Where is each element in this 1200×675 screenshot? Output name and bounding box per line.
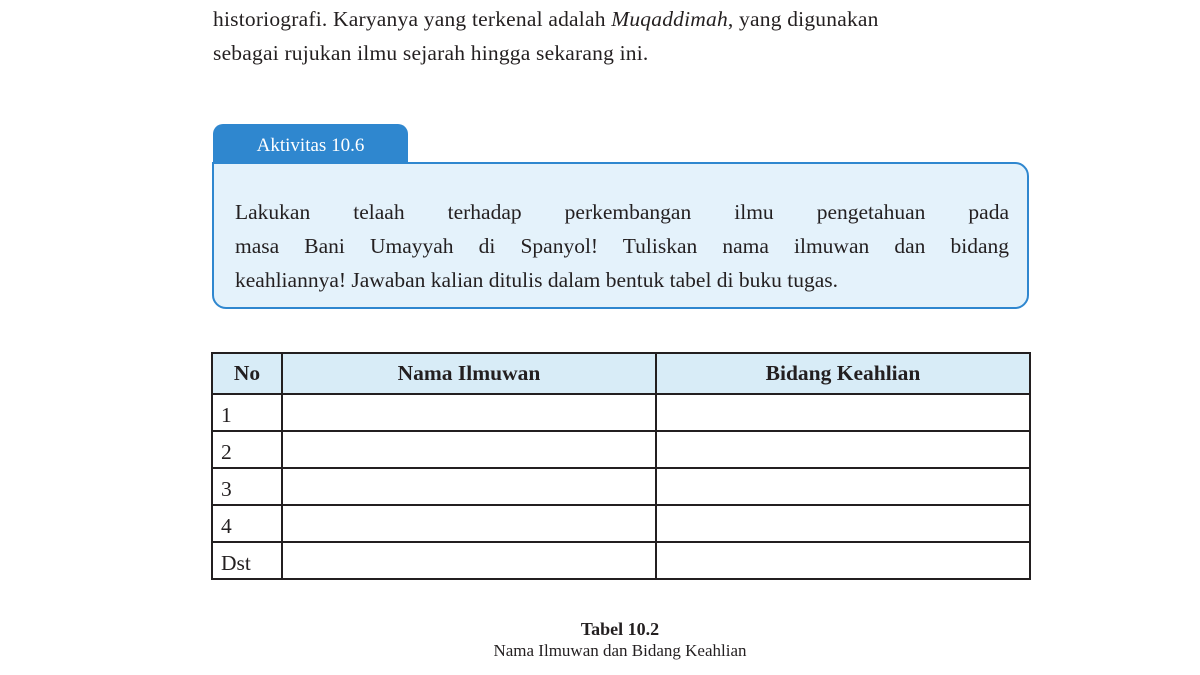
table-row [212, 468, 1030, 505]
scientist-name-cell [282, 431, 656, 468]
scientist-table-wrapper [211, 352, 1031, 580]
table-caption-title: Tabel 10.2 [580, 619, 660, 639]
table-row [212, 431, 1030, 468]
row-number: 4 [212, 505, 282, 542]
header-bidang-keahlian: Bidang Keahlian [656, 353, 1030, 394]
table-row [212, 505, 1030, 542]
table-row [212, 394, 1030, 431]
row-number: Dst [212, 542, 282, 579]
header-no: No [212, 353, 282, 394]
expertise-cell [656, 394, 1030, 431]
intro-book-title: Muqaddimah [611, 7, 728, 31]
scientist-name-cell [282, 542, 656, 579]
intro-paragraph [213, 2, 1043, 70]
expertise-cell [656, 542, 1030, 579]
intro-line-2: sebagai rujukan ilmu sejarah hingga sekarang ini. [213, 41, 649, 65]
activity-text-line-1: Lakukan telaah terhadap perkembangan ilmu pengetahuan pada [235, 200, 1009, 224]
table-caption-subtitle: Nama Ilmuwan dan Bidang Keahlian [493, 641, 747, 660]
scientist-name-cell [282, 468, 656, 505]
row-number: 3 [212, 468, 282, 505]
row-number: 1 [212, 394, 282, 431]
scientist-name-cell [282, 394, 656, 431]
scientist-name-cell [282, 505, 656, 542]
expertise-cell [656, 505, 1030, 542]
row-number: 2 [212, 431, 282, 468]
activity-text-line-2: masa Bani Umayyah di Spanyol! Tuliskan nama ilmuwan dan bidang [235, 234, 1009, 258]
table-header-row [212, 353, 1030, 394]
intro-text-after: , yang digunakan [727, 7, 879, 31]
expertise-cell [656, 468, 1030, 505]
intro-text-before: historiografi. Karyanya yang terkenal adalah [213, 7, 612, 31]
table-caption [211, 618, 1029, 662]
activity-box [212, 162, 1029, 309]
activity-label-tab: Aktivitas 10.6 [213, 124, 408, 164]
intro-line-1 [213, 2, 1043, 36]
header-nama-ilmuwan: Nama Ilmuwan [282, 353, 656, 394]
table-row [212, 542, 1030, 579]
expertise-cell [656, 431, 1030, 468]
scientist-table [211, 352, 1031, 580]
activity-text-line-3: keahliannya! Jawaban kalian ditulis dalam bentuk tabel di buku tugas. [235, 268, 839, 292]
